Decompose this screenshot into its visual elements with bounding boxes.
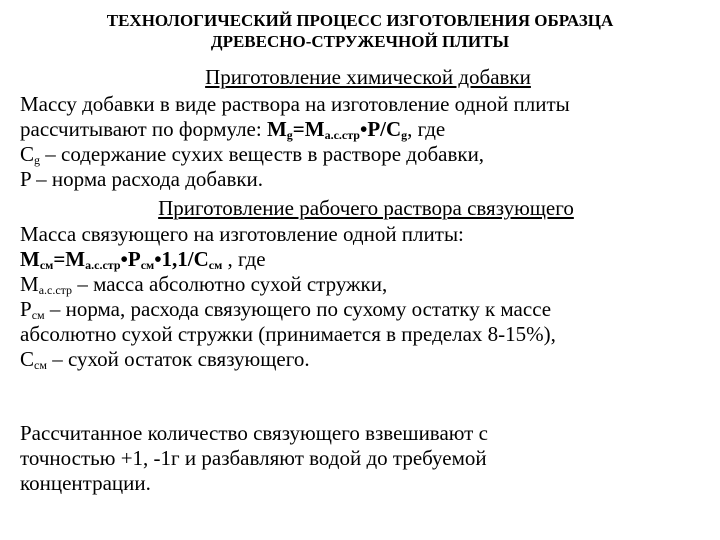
- text-run: – сухой остаток связующего.: [46, 347, 310, 371]
- symbol-subscript: g: [34, 153, 41, 167]
- text-line: концентрации.: [20, 471, 151, 495]
- text-run: рассчитывают по формуле:: [20, 117, 267, 141]
- text-line: Рассчитанное количество связующего взвешивают с: [20, 421, 488, 445]
- text-run: – норма, расхода связующего по сухому остатку к массе: [44, 297, 552, 321]
- formula-subscript: a.c.стр: [324, 128, 360, 142]
- text-run: , где: [407, 117, 446, 141]
- formula-line-additive: [20, 117, 710, 142]
- section-heading-additive: Приготовление химической добавки: [205, 65, 531, 89]
- paragraph-conclusion: [20, 421, 710, 496]
- formula-symbol: •P/C: [359, 117, 402, 141]
- symbol-subscript: см: [31, 308, 45, 322]
- definition-line: [20, 297, 710, 322]
- text-run: – масса абсолютно сухой стружки,: [72, 272, 388, 296]
- symbol-subscript: см: [34, 358, 47, 372]
- formula-symbol: •1,1/C: [154, 247, 209, 271]
- text-line: Массу добавки в виде раствора на изготовление одной плиты: [20, 92, 570, 116]
- text-line: Масса связующего на изготовление одной плиты:: [20, 222, 464, 246]
- symbol-subscript: a.c.стр: [38, 283, 73, 297]
- formula-subscript: g: [286, 128, 293, 142]
- definition-line: [20, 272, 710, 297]
- formula-subscript: см: [39, 258, 54, 272]
- text-run: – содержание сухих веществ в растворе добавки,: [40, 142, 485, 166]
- symbol: P: [20, 297, 32, 321]
- text-run: , где: [222, 247, 266, 271]
- formula-subscript: см: [140, 258, 155, 272]
- formula-symbol: M: [266, 117, 287, 141]
- definition-line: [20, 142, 710, 167]
- formula-line-binder: [20, 247, 710, 272]
- paragraph-binder: [20, 222, 710, 372]
- formula-subscript: g: [401, 128, 408, 142]
- definition-line: P – норма расхода добавки.: [20, 167, 264, 191]
- paragraph-additive: [20, 92, 710, 192]
- formula-subscript: a.c.стр: [85, 258, 121, 272]
- title-line-1: ТЕХНОЛОГИЧЕСКИЙ ПРОЦЕСС ИЗГОТОВЛЕНИЯ ОБРАЗЦА: [106, 11, 614, 30]
- formula-subscript: см: [208, 258, 223, 272]
- formula-binder: [20, 247, 222, 271]
- symbol: M: [20, 272, 39, 296]
- page-title: [40, 10, 680, 52]
- formula-symbol: M: [20, 247, 40, 271]
- title-line-2: ДРЕВЕСНО-СТРУЖЕЧНОЙ ПЛИТЫ: [210, 32, 510, 51]
- formula-symbol: =M: [292, 117, 325, 141]
- formula-symbol: =M: [53, 247, 86, 271]
- text-line: абсолютно сухой стружки (принимается в пределах 8-15%),: [20, 322, 556, 346]
- definition-line: [20, 347, 710, 372]
- symbol: C: [20, 347, 35, 371]
- formula-additive: [267, 117, 407, 141]
- section-heading-binder: Приготовление рабочего раствора связующего: [158, 196, 574, 220]
- symbol: C: [20, 142, 35, 166]
- text-line: точностью +1, -1г и разбавляют водой до требуемой: [20, 446, 487, 470]
- formula-symbol: •P: [120, 247, 141, 271]
